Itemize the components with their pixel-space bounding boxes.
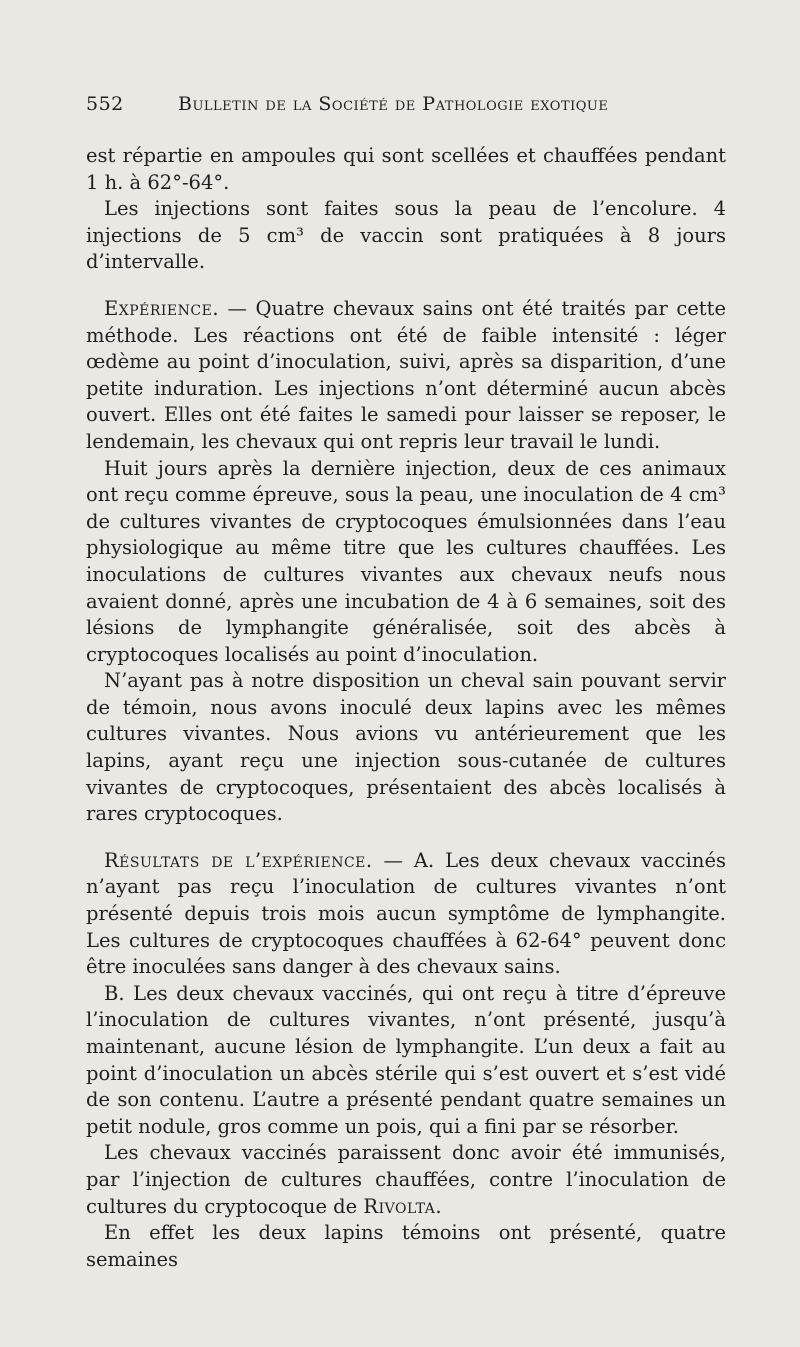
running-title: Bulletin de la Société de Pathologie exotique — [178, 93, 609, 115]
author-name: Rivolta — [363, 1194, 436, 1218]
paragraph: Les injections sont faites sous la peau de l’encolure. 4 injections de 5 cm³ de vaccin sont pratiquées à 8 jours d’intervalle. — [86, 197, 726, 274]
paragraph-experience — [86, 296, 726, 456]
page-number: 552 — [86, 93, 124, 115]
paragraph: est répartie en ampoules qui sont scellées et chauffées pendant 1 h. à 62°-64°. — [86, 144, 726, 194]
paragraph-end: . — [435, 1194, 442, 1218]
paragraph-text: Les chevaux vaccinés paraissent donc avoir été immunisés, par l’injection de cultures chauffées, contre l’inoculation de cultures du cryptocoque de — [86, 1141, 726, 1218]
section-heading: Expérience. — [104, 296, 220, 320]
paragraph-text: — Quatre chevaux sains ont été traités par cette méthode. Les réactions ont été de faible intensité : léger œdème au point d’inoculation, suivi, après sa disparition, d’une petite induration. Les injections n’ont déterminé aucun abcès ouvert. Elles ont été faites le samedi pour laisser se reposer, le lendemain, les chevaux qui ont repris leur travail le lundi. — [86, 296, 726, 453]
paragraph: En effet les deux lapins témoins ont présenté, quatre semaines — [86, 1221, 726, 1271]
paragraph: Huit jours après la dernière injection, deux de ces animaux ont reçu comme épreuve, sous la peau, une inoculation de 4 cm³ de cultures vivantes de cryptocoques émulsionnées dans l’eau physiologique au même titre que les cultures chauffées. Les inoculations de cultures vivantes aux chevaux neufs nous avaient donné, après une incubation de 4 à 6 semaines, soit des lésions de lymphangite généralisée, soit des abcès à cryptocoques localisés au point d’inoculation. — [86, 456, 726, 666]
page-header — [86, 93, 726, 119]
paragraph: N’ayant pas à notre disposition un cheval sain pouvant servir de témoin, nous avons inoculé deux lapins avec les mêmes cultures vivantes. Nous avions vu antérieurement que les lapins, ayant reçu une injection sous-cutanée de cultures vivantes de cryptocoques, présentaient des abcès localisés à rares cryptocoques. — [86, 669, 726, 826]
paragraph-results — [86, 848, 726, 981]
body-text — [86, 143, 726, 1273]
paragraph: B. Les deux chevaux vaccinés, qui ont reçu à titre d’épreuve l’inoculation de cultures vivantes, n’ont présenté, jusqu’à maintenant, aucune lésion de lymphangite. L’un deux a fait au point d’inoculation un abcès stérile qui s’est ouvert et s’est vidé de son contenu. L’autre a présenté pendant quatre semaines un petit nodule, gros comme un pois, qui a fini par se résorber. — [86, 981, 726, 1138]
paragraph — [86, 1140, 726, 1220]
paragraph-text: — A. Les deux chevaux vaccinés n’ayant pas reçu l’inoculation de cultures vivantes n’ont présenté depuis trois mois aucun symptôme de lymphangite. Les cultures de cryptocoques chauffées à 62-64° peuvent donc être inoculées sans danger à des chevaux sains. — [86, 848, 726, 979]
section-heading: Résultats de l’expérience. — [104, 848, 373, 872]
